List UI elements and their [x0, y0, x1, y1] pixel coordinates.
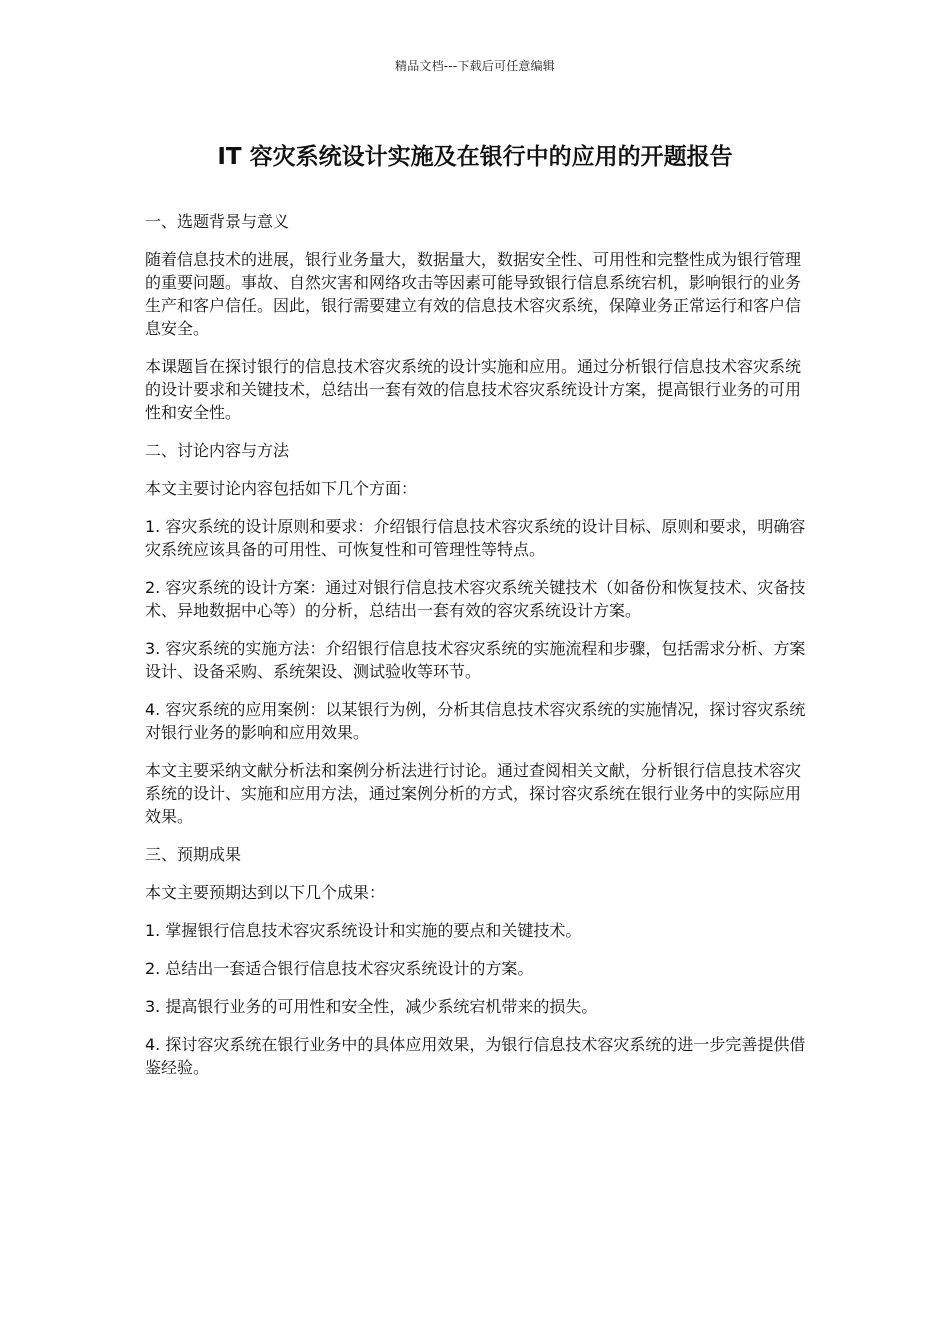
section-3-list-item: 4. 探讨容灾系统在银行业务中的具体应用效果，为银行信息技术容灾系统的进一步完善提供借鉴经验。 — [145, 1035, 806, 1077]
page-header-watermark: 精品文档---下载后可任意编辑 — [395, 59, 555, 73]
section-3-list-item: 3. 提高银行业务的可用性和安全性，减少系统宕机带来的损失。 — [145, 997, 598, 1016]
section-2-list-item: 4. 容灾系统的应用案例：以某银行为例，分析其信息技术容灾系统的实施情况，探讨容灾系统对银行业务的影响和应用效果。 — [145, 700, 806, 742]
section-2-method-paragraph: 本文主要采纳文献分析法和案例分析法进行讨论。通过查阅相关文献，分析银行信息技术容灾系统的设计、实施和应用方法，通过案例分析的方式，探讨容灾系统在银行业务中的实际应用效果。 — [145, 761, 802, 826]
section-3-intro: 本文主要预期达到以下几个成果： — [145, 883, 386, 902]
section-2-list-item: 1. 容灾系统的设计原则和要求：介绍银行信息技术容灾系统的设计目标、原则和要求，明确容灾系统应该具备的可用性、可恢复性和可管理性等特点。 — [145, 517, 806, 559]
section-1-heading: 一、选题背景与意义 — [145, 212, 290, 231]
document-title: IT 容灾系统设计实施及在银行中的应用的开题报告 — [217, 144, 733, 170]
section-3-heading: 三、预期成果 — [145, 845, 242, 864]
section-2-list-item: 3. 容灾系统的实施方法：介绍银行信息技术容灾系统的实施流程和步骤，包括需求分析、方案设计、设备采购、系统架设、测试验收等环节。 — [145, 639, 806, 681]
section-3-list-item: 2. 总结出一套适合银行信息技术容灾系统设计的方案。 — [145, 959, 534, 978]
section-2-intro: 本文主要讨论内容包括如下几个方面： — [145, 479, 418, 498]
section-3-list-item: 1. 掌握银行信息技术容灾系统设计和实施的要点和关键技术。 — [145, 921, 582, 940]
document-body — [145, 210, 810, 1094]
section-1-paragraph: 随着信息技术的进展，银行业务量大，数据量大，数据安全性、可用性和完整性成为银行管理的重要问题。事故、自然灾害和网络攻击等因素可能导致银行信息系统宕机，影响银行的业务生产和客户信任。因此，银行需要建立有效的信息技术容灾系统，保障业务正常运行和客户信息安全。 — [145, 250, 802, 338]
section-2-heading: 二、讨论内容与方法 — [145, 441, 290, 460]
section-1-paragraph: 本课题旨在探讨银行的信息技术容灾系统的设计实施和应用。通过分析银行信息技术容灾系统的设计要求和关键技术，总结出一套有效的信息技术容灾系统设计方案，提高银行业务的可用性和安全性。 — [145, 357, 802, 422]
section-2-list-item: 2. 容灾系统的设计方案：通过对银行信息技术容灾系统关键技术（如备份和恢复技术、灾备技术、异地数据中心等）的分析，总结出一套有效的容灾系统设计方案。 — [145, 578, 806, 620]
